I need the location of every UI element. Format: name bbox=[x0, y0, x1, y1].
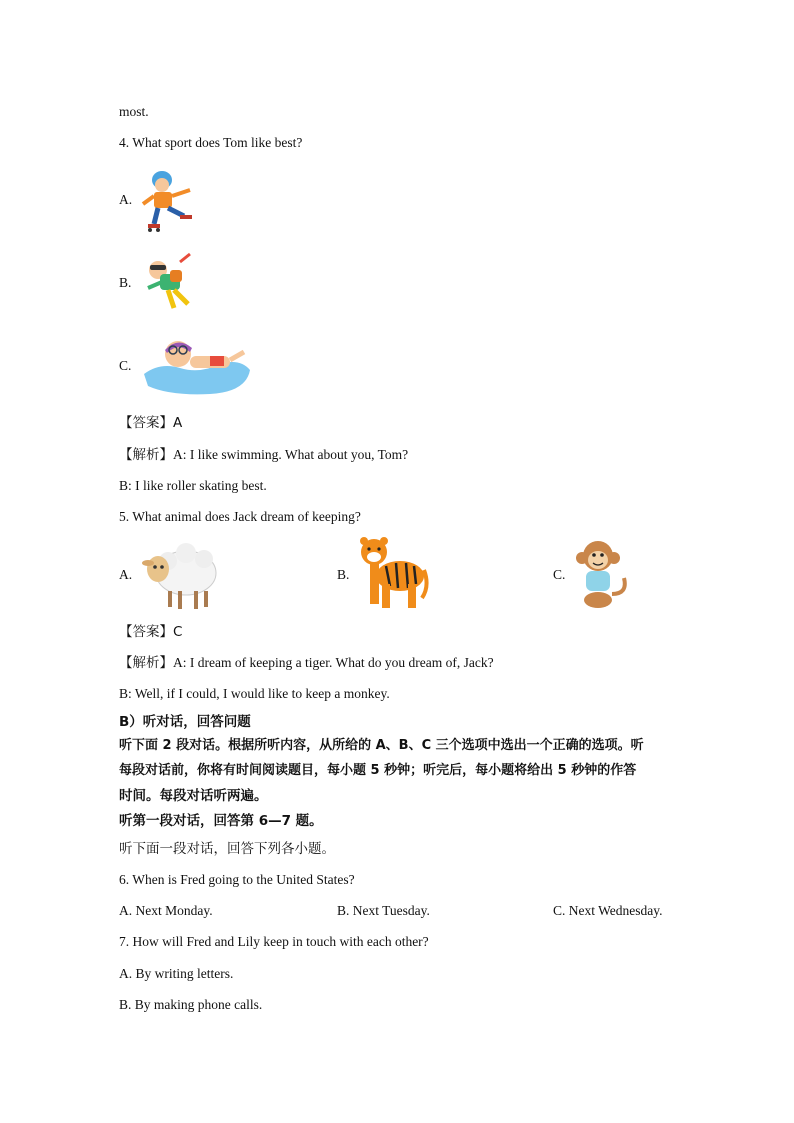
q5-dialogue-b: B: Well, if I could, I would like to keep a monkey. bbox=[119, 686, 390, 701]
sheep-image bbox=[138, 537, 220, 611]
tiger-image bbox=[356, 536, 430, 612]
monkey-image bbox=[574, 538, 632, 612]
q7-option-b: B. By making phone calls. bbox=[119, 997, 263, 1012]
swimming-boy-image bbox=[140, 334, 255, 398]
q4-option-a-label: A. bbox=[119, 192, 133, 207]
q6-option-b: B. Next Tuesday. bbox=[337, 903, 430, 918]
roller-skating-boy-image bbox=[140, 168, 198, 234]
question-7: 7. How will Fred and Lily keep in touch with each other? bbox=[119, 934, 429, 949]
q5-option-a-label: A. bbox=[119, 567, 133, 582]
q5-option-c-label: C. bbox=[553, 567, 566, 582]
text-most: most. bbox=[119, 104, 149, 119]
question-6: 6. When is Fred going to the United States? bbox=[119, 872, 355, 887]
q6-option-a: A. Next Monday. bbox=[119, 903, 213, 918]
instructions-line-5: 听下面一段对话，回答下列各小题。 bbox=[119, 841, 335, 857]
question-5: 5. What animal does Jack dream of keeping? bbox=[119, 509, 361, 524]
q7-option-a: A. By writing letters. bbox=[119, 966, 234, 981]
instructions-line-1: 听下面 2 段对话。根据所听内容，从所给的 A、B、C 三个选项中选出一个正确的选项。听 bbox=[119, 738, 644, 753]
q4-analysis: 【解析】A: I like swimming. What about you, Tom? bbox=[119, 447, 409, 462]
q4-answer: 【答案】A bbox=[119, 415, 183, 431]
q6-option-c: C. Next Wednesday. bbox=[553, 903, 663, 918]
q5-answer: 【答案】C bbox=[119, 624, 183, 640]
instructions-line-4: 听第一段对话，回答第 6—7 题。 bbox=[119, 813, 323, 829]
section-b-heading: B）听对话，回答问题 bbox=[119, 714, 251, 730]
q4-option-b-label: B. bbox=[119, 275, 132, 290]
instructions-line-2: 每段对话前，你将有时间阅读题目，每小题 5 秒钟；听完后，每小题将给出 5 秒钟的作答 bbox=[119, 763, 637, 778]
question-4: 4. What sport does Tom like best? bbox=[119, 135, 303, 150]
q5-analysis: 【解析】A: I dream of keeping a tiger. What do you dream of, Jack? bbox=[119, 655, 494, 670]
instructions-line-3: 时间。每段对话听两遍。 bbox=[119, 788, 268, 804]
q4-option-c-label: C. bbox=[119, 358, 132, 373]
q5-option-b-label: B. bbox=[337, 567, 350, 582]
skydiving-boy-image bbox=[140, 252, 204, 316]
q4-dialogue-b: B: I like roller skating best. bbox=[119, 478, 267, 493]
